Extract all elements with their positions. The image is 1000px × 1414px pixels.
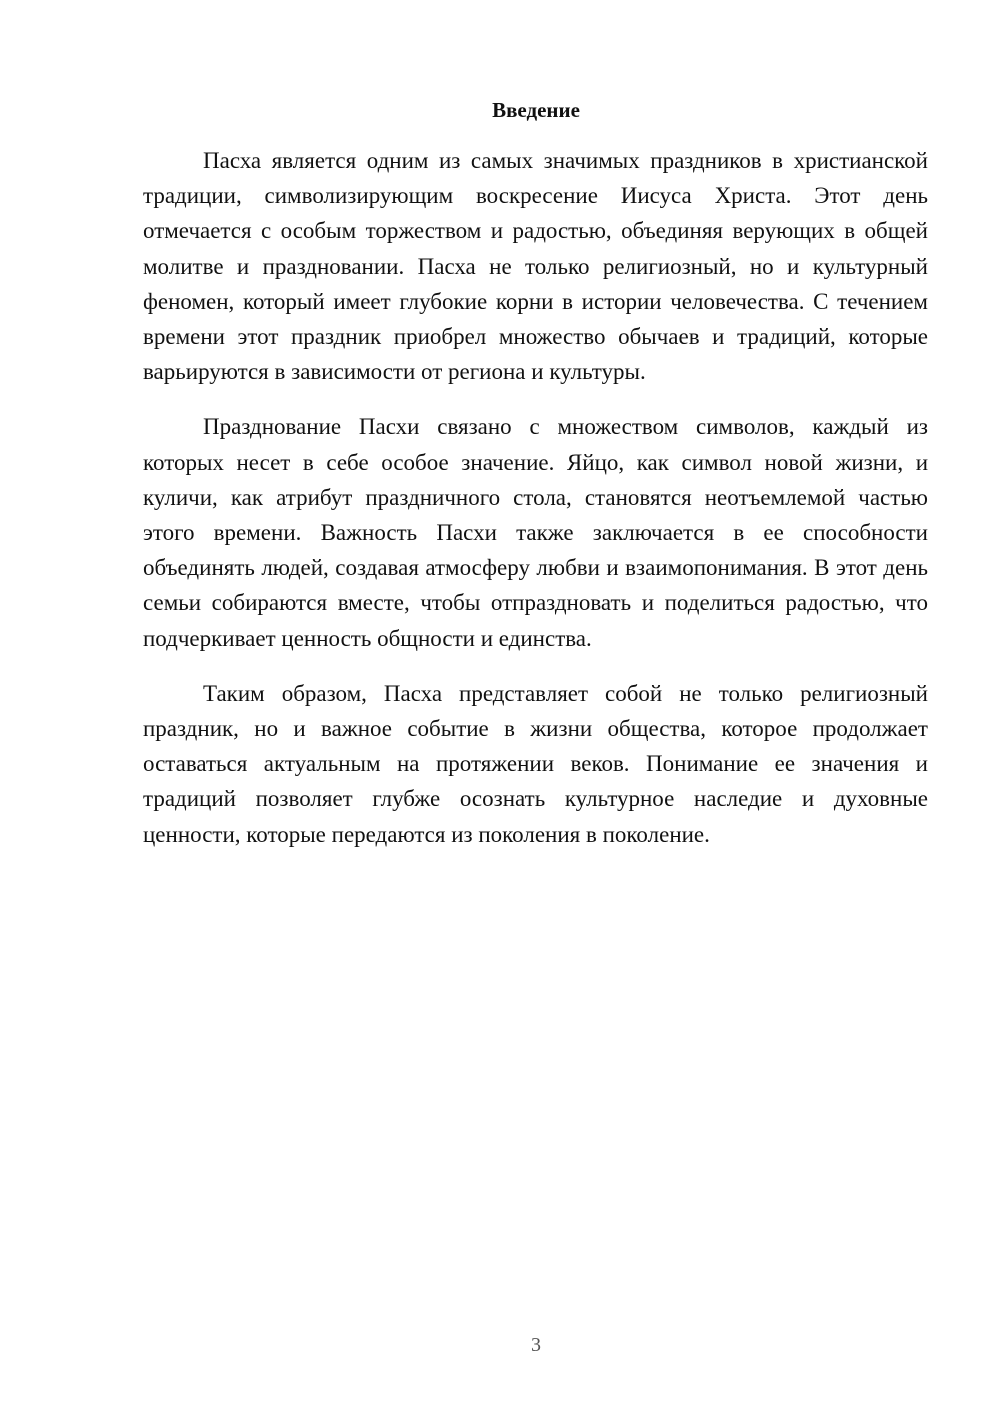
page-number: 3	[531, 1334, 541, 1356]
paragraph-1: Пасха является одним из самых значимых праздников в христианской традиции, символизирующим воскресение Иисуса Христа. Этот день отмечается с особым торжеством и радостью, объединяя верующих в общей молитве и праздновании. Пасха не только религиозный, но и культурный феномен, который имеет глубокие корни в истории человечества. С течением времени этот праздник приобрел множество обычаев и традиций, которые варьируются в зависимости от региона и культуры.	[143, 148, 928, 385]
section-heading: Введение	[492, 98, 580, 122]
paragraph-2: Празднование Пасхи связано с множеством символов, каждый из которых несет в себе особое значение. Яйцо, как символ новой жизни, и куличи, как атрибут праздничного стола, становятся неотъемлемой частью этого времени. Важность Пасхи также заключается в ее способности объединять людей, создавая атмосферу любви и взаимопонимания. В этот день семьи собираются вместе, чтобы отпраздновать и поделиться радостью, что подчеркивает ценность общности и единства.	[143, 414, 928, 651]
paragraph-3: Таким образом, Пасха представляет собой не только религиозный праздник, но и важное событие в жизни общества, которое продолжает оставаться актуальным на протяжении веков. Понимание ее значения и традиций позволяет глубже осознать культурное наследие и духовные ценности, которые передаются из поколения в поколение.	[143, 680, 928, 847]
body-text	[143, 143, 928, 872]
